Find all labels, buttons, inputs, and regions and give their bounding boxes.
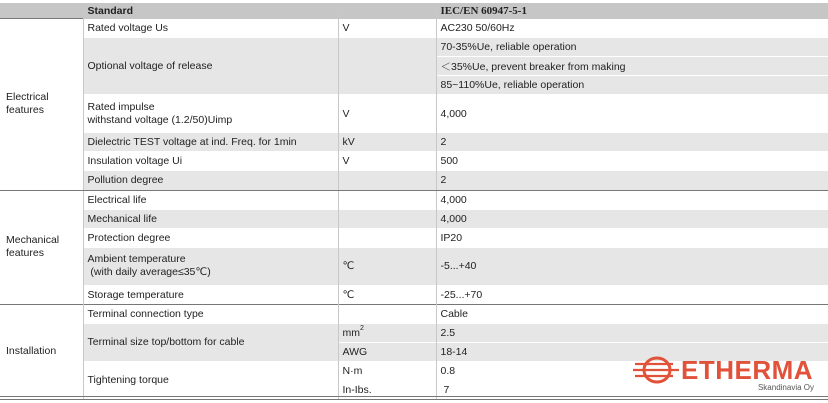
value-terminal-mm: 2.5 bbox=[436, 323, 828, 342]
value-torque-nm: 0.8 bbox=[436, 361, 828, 380]
param-terminal-conn: Terminal connection type bbox=[83, 304, 338, 323]
unit-ambient: ℃ bbox=[338, 247, 436, 285]
param-impulse-line1: Rated impulse bbox=[87, 100, 155, 113]
value-ambient: -5...+40 bbox=[436, 247, 828, 285]
param-torque: Tightening torque bbox=[83, 361, 338, 399]
table-row bbox=[0, 19, 828, 38]
value-mechanical-life: 4,000 bbox=[436, 209, 828, 228]
unit-electrical-life bbox=[338, 190, 436, 209]
unit-mm-sup: 2 bbox=[360, 324, 364, 332]
header-standard: IEC/EN 60947-5-1 bbox=[436, 3, 828, 19]
unit-storage: ℃ bbox=[338, 285, 436, 304]
logo-sub: Skandinavia Oy bbox=[757, 383, 814, 392]
table-row bbox=[0, 228, 828, 247]
unit-pollution bbox=[338, 171, 436, 190]
value-optional-voltage-3: 85~110%Ue, reliable operation bbox=[436, 76, 828, 95]
value-impulse: 4,000 bbox=[436, 95, 828, 133]
value-terminal-conn: Cable bbox=[436, 304, 828, 323]
group-electrical: Electrical features bbox=[0, 19, 83, 191]
param-storage: Storage temperature bbox=[83, 285, 338, 304]
header-row bbox=[0, 3, 828, 19]
param-mechanical-life: Mechanical life bbox=[83, 209, 338, 228]
value-electrical-life: 4,000 bbox=[436, 190, 828, 209]
value-optional-voltage-1: 70-35%Ue, reliable operation bbox=[436, 38, 828, 57]
param-dielectric: Dielectric TEST voltage at ind. Freq. for 1min bbox=[83, 133, 338, 152]
param-protection: Protection degree bbox=[83, 228, 338, 247]
unit-rated-voltage: V bbox=[338, 19, 436, 38]
table-row bbox=[0, 209, 828, 228]
table-row bbox=[0, 152, 828, 171]
param-ambient bbox=[83, 247, 338, 285]
unit-terminal-awg: AWG bbox=[338, 342, 436, 361]
unit-insulation: V bbox=[338, 152, 436, 171]
unit-protection bbox=[338, 228, 436, 247]
param-insulation: Insulation voltage Ui bbox=[83, 152, 338, 171]
table-row bbox=[0, 133, 828, 152]
logo-brand: ETHERMA bbox=[681, 355, 814, 385]
value-terminal-awg: 18-14 bbox=[436, 342, 828, 361]
value-torque-lb-text: 7 bbox=[443, 383, 450, 396]
param-optional-voltage: Optional voltage of release bbox=[83, 38, 338, 95]
group-mechanical: Mechanical features bbox=[0, 190, 83, 304]
param-ambient-line2: (with daily average≤35℃) bbox=[87, 266, 211, 278]
unit-terminal-mm bbox=[338, 323, 436, 342]
value-insulation: 500 bbox=[436, 152, 828, 171]
spec-table bbox=[0, 3, 828, 399]
unit-impulse: V bbox=[338, 95, 436, 133]
value-rated-voltage: AC230 50/60Hz bbox=[436, 19, 828, 38]
table-row bbox=[0, 95, 828, 133]
table-row bbox=[0, 247, 828, 285]
etherma-logo bbox=[633, 351, 828, 399]
value-pollution: 2 bbox=[436, 171, 828, 190]
unit-terminal-conn bbox=[338, 304, 436, 323]
table-row bbox=[0, 38, 828, 57]
value-storage: -25...+70 bbox=[436, 285, 828, 304]
table-row bbox=[0, 304, 828, 323]
unit-mechanical-life bbox=[338, 209, 436, 228]
header-label: Standard bbox=[83, 3, 338, 19]
param-impulse-line2: withstand voltage (1.2/50)Uimp bbox=[87, 113, 233, 126]
unit-torque-nm: N·m bbox=[338, 361, 436, 380]
param-ambient-line1: Ambient temperature bbox=[87, 253, 186, 265]
table-row bbox=[0, 285, 828, 304]
etherma-logo-mark-icon bbox=[633, 355, 681, 385]
value-dielectric: 2 bbox=[436, 133, 828, 152]
group-installation: Installation bbox=[0, 304, 83, 399]
unit-torque-lb: In-Ibs. bbox=[338, 380, 436, 399]
value-protection: IP20 bbox=[436, 228, 828, 247]
param-terminal-size: Terminal size top/bottom for cable bbox=[83, 323, 338, 361]
table-bottom-rule-2 bbox=[0, 399, 828, 400]
unit-mm-text: mm bbox=[342, 326, 360, 339]
param-rated-voltage: Rated voltage Us bbox=[83, 19, 338, 38]
table-row bbox=[0, 323, 828, 342]
param-electrical-life: Electrical life bbox=[83, 190, 338, 209]
unit-dielectric: kV bbox=[338, 133, 436, 152]
table-row bbox=[0, 171, 828, 190]
param-impulse bbox=[83, 95, 338, 133]
param-pollution: Pollution degree bbox=[83, 171, 338, 190]
table-row bbox=[0, 190, 828, 209]
value-optional-voltage-2: ＜35%Ue, prevent breaker from making bbox=[436, 57, 828, 76]
